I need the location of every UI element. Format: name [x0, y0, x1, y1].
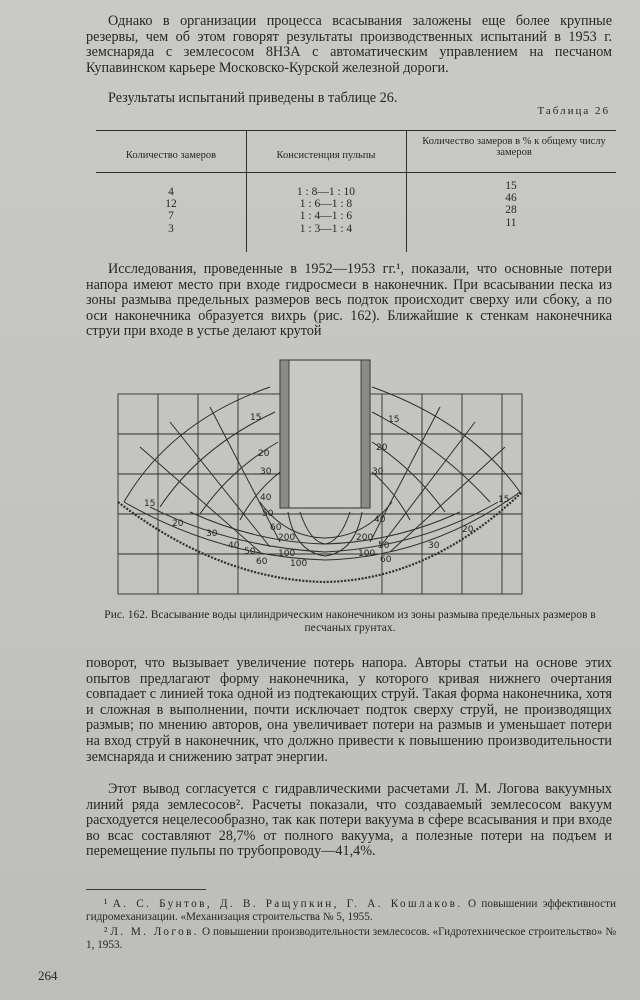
footnote-marker: ¹ [104, 898, 108, 910]
footnote-authors: Л. М. Логов. [110, 926, 200, 938]
table-caption: Таблица 26 [537, 105, 610, 117]
paragraph-intro: Однако в организации процесса всасывания заложены еще более крупные резервы, чем об этом говорят результаты производственных испытаний в 1953 г. земснаряда с землесосом 8НЗА с автоматическим управлением на песчаном Купавинском карьере Московско-Курской железной дороги. [86, 13, 612, 76]
table-column-count [96, 186, 246, 235]
table-header-percent: Количество замеров в % к общему числу замеров [422, 136, 606, 158]
table-cell: 1 : 4—1 : 6 [299, 210, 353, 223]
isoline-label: 30 [260, 467, 272, 477]
table-header-consistency: Консистенция пульпы [276, 150, 376, 161]
table-cell: 15 [505, 180, 517, 192]
paragraph-results-ref: Результаты испытаний приведены в таблице 26. [108, 90, 398, 106]
footnote-text: О повышении эффективности гидромеханизации. «Механизация строительства № 5, 1955. [86, 898, 617, 923]
isoline-label: 200 [278, 533, 296, 543]
isoline-label: 15 [250, 413, 262, 423]
paragraph-conclusion: Этот вывод согласуется с гидравлическими расчетами Л. М. Логова вакуумных линий ряда землесосов². Расчеты показали, что создаваемый землесосом вакуум расходуется нецелесообразно, так как потери вакуума в сфере всасывания и при входе во всас составляют 28,7% от полного вакуума, а полезные потери на подъем и перемещение пульпы по трубопроводу—41,4%. [86, 781, 612, 860]
results-table [96, 130, 616, 252]
suction-nozzle-figure [110, 352, 530, 604]
table-cell: 1 : 6—1 : 8 [299, 198, 353, 211]
table-column-percent [406, 180, 616, 229]
table-cell: 7 [168, 210, 174, 223]
isoline-label: 100 [278, 549, 296, 559]
isoline-label: 50 [262, 509, 274, 519]
paragraph-research: Исследования, проведенные в 1952—1953 гг.¹, показали, что основные потери напора имеют место при входе гидросмеси в наконечник. При всасывании песка из зоны размыва предельных размеров весь подток происходит сверху или сбоку, а по оси наконечника образуется вихрь (рис. 162). Ближайшие к стенкам наконечника струи при входе в устье делают крутой [86, 261, 612, 340]
isoline-label: 15 [388, 415, 400, 425]
footnote-marker: ² [104, 926, 108, 938]
table-cell: 1 : 3—1 : 4 [299, 222, 353, 235]
footnote-authors: А. С. Бунтов, Д. В. Ращупкин, Г. А. Кошлаков. [112, 898, 463, 910]
footnote-2 [86, 926, 616, 952]
isoline-label: 50 [378, 541, 390, 551]
nozzle-pipe [280, 360, 370, 508]
table-cell: 28 [505, 204, 517, 217]
isoline-label: 60 [270, 523, 282, 533]
isoline-label: 100 [358, 549, 376, 559]
paragraph-nozzle-shape: поворот, что вызывает увеличение потерь напора. Авторы статьи на основе этих опытов предлагают форму наконечника, у которого кривая нижнего очертания совпадает с линией тока одной из подтекающих струй. Такая форма наконечника, хотя и сложная в выполнении, почти исключает подток сверху струй, не производящих размыв; по мнению авторов, она увеличивает потери на размыв и уменьшает потери на вход струй в наконечник, что должно привести к повышению производительности земснаряда и снижению затрат энергии. [86, 655, 612, 765]
table-cell: 11 [505, 216, 517, 229]
isoline-label: 50 [244, 547, 256, 557]
table-header-count: Количество замеров [125, 150, 217, 161]
isoline-label: 30 [428, 541, 440, 551]
table-column-consistency [246, 186, 406, 235]
isoline-label: 100 [290, 559, 308, 569]
isoline-label: 30 [206, 529, 218, 539]
table-cell: 4 [168, 186, 174, 198]
isoline-label: 40 [228, 541, 240, 551]
isoline-label: 20 [172, 519, 184, 529]
table-top-rule [96, 130, 616, 131]
isoline-label: 30 [372, 467, 384, 477]
isoline-label: 40 [260, 493, 272, 503]
isoline-label: 20 [462, 525, 474, 535]
footnote-text: О повышении производительности землесосов. «Гидротехническое строительство» № 1, 1953. [86, 926, 617, 951]
isoline-label: 20 [258, 449, 270, 459]
isoline-label: 20 [376, 443, 388, 453]
isoline-label: 40 [374, 515, 386, 525]
footnote-1 [86, 898, 616, 924]
isoline-label: 60 [380, 555, 392, 565]
isoline-label: 200 [356, 533, 374, 543]
table-cell: 1 : 8—1 : 10 [296, 186, 356, 198]
table-header-rule [96, 172, 616, 173]
isoline-label: 15 [144, 499, 156, 509]
table-cell: 3 [168, 222, 174, 235]
table-cell: 46 [505, 192, 517, 205]
page-number: 264 [38, 968, 58, 983]
isoline-label: 15 [498, 495, 510, 505]
figure-caption: Рис. 162. Всасывание воды цилиндрическим наконечником из зоны размыва предельных размеров в песчаных грунтах. [104, 609, 596, 634]
footnote-separator [86, 889, 206, 890]
isoline-label: 60 [256, 557, 268, 567]
table-cell: 12 [165, 198, 177, 211]
